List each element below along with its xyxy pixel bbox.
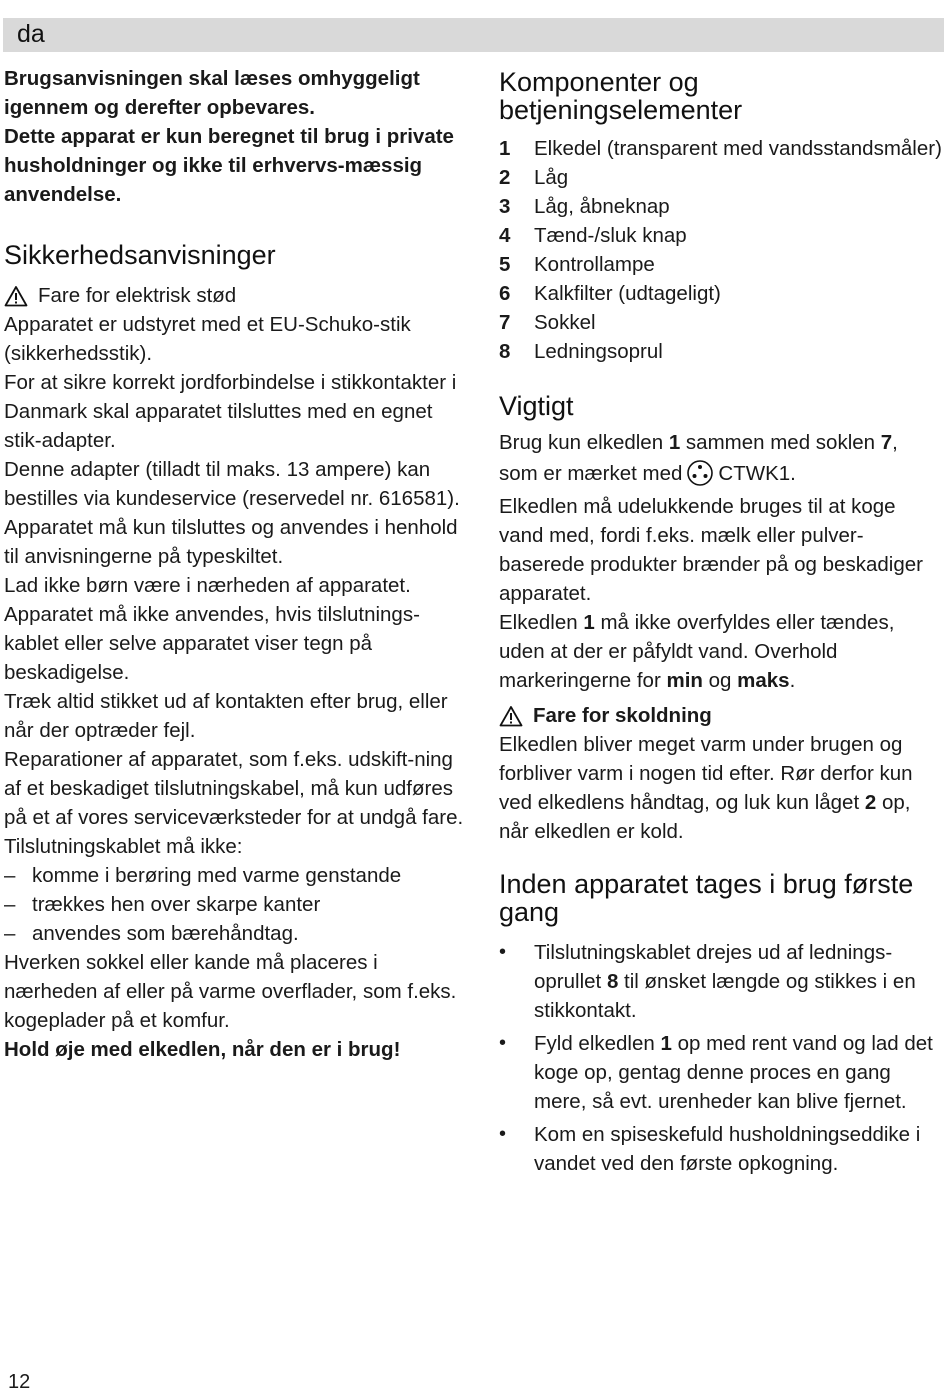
important-paragraph: som er mærket med CTWK1. [499,459,945,490]
item-number: 3 [499,195,511,218]
list-item [499,337,945,366]
list-item: – trækkes hen over skarpe kanter [4,890,474,919]
bullet-icon: • [499,1123,507,1146]
item-label: Sokkel [534,311,596,334]
bullet-icon: • [499,941,507,964]
item-number: 4 [499,224,511,247]
components-heading: Komponenter og betjeningselementer [499,67,743,125]
item-number: 6 [499,282,511,305]
scald-warning-text: Fare for skoldning [533,704,712,728]
important-paragraph: Brug kun elkedlen 1 sammen med soklen 7, [499,431,898,454]
safety-paragraph: Denne adapter (tilladt til maks. 13 ampere) kan bestilles via kundeservice (reservedel nr. 616581). [4,458,460,510]
item-label: Kontrollampe [534,253,655,276]
language-bar [3,18,944,52]
safety-paragraph: Apparatet er udstyret med et EU-Schuko-stik (sikkerhedsstik). [4,313,411,365]
safety-paragraph: Reparationer af apparatet, som f.eks. udskift-ning af et beskadiget tilslutningskabel, må kun udføres på et af vores serviceværksteder for at undgå fare. [4,748,464,829]
item-label: Låg, åbneknap [534,195,670,218]
list-item [499,192,945,221]
safety-paragraph: Hverken sokkel eller kande må placeres i nærheden af eller på varme overflader, som f.eks. kogeplader på et komfur. [4,951,457,1032]
cable-restrictions-list [4,861,474,948]
item-label: Ledningsoprul [534,340,663,363]
first-use-heading: Inden apparatet tages i brug første gang [499,869,914,928]
list-item: – anvendes som bærehåndtag. [4,919,474,948]
safety-paragraph: Apparatet må ikke anvendes, hvis tilslutnings-kablet eller selve apparatet viser tegn på beskadigelse. [4,603,420,684]
item-text: Fyld elkedlen 1 op med rent vand og lad det koge op, gentag denne proces en gang mere, så evt. urenheder kan blive fjernet. [534,1032,933,1114]
language-code: da [17,20,45,48]
list-item [499,279,945,308]
item-text: Kom en spiseskefuld husholdningseddike i vandet ved den første opkogning. [534,1123,921,1176]
item-label: Elkedel (transparent med vandsstandsmåler) [534,137,942,160]
socket-symbol-icon [686,459,714,487]
safety-paragraph: Lad ikke børn være i nærheden af apparatet. [4,574,411,597]
item-number: 2 [499,166,511,189]
first-use-list [499,938,945,1178]
warning-triangle-icon [499,705,523,727]
warning-triangle-icon [4,285,28,307]
components-list [499,134,945,366]
item-number: 8 [499,340,511,363]
list-item [499,1029,945,1116]
electric-warning-text: Fare for elektrisk stød [38,284,237,307]
right-column [499,64,945,1182]
bullet-icon: • [499,1032,507,1055]
important-paragraph: Elkedlen må udelukkende bruges til at koge vand med, fordi f.eks. mælk eller pulver-baserede produkter brænder på og beskadiger apparatet. [499,495,923,606]
list-item [499,250,945,279]
scald-paragraph: Elkedlen bliver meget varm under brugen og forbliver varm i nogen tid efter. Rør derfor kun ved elkedlens håndtag, og luk kun låget 2 op, når elkedlen er kold. [499,733,913,844]
page-number: 12 [8,1371,31,1393]
safety-paragraph: Tilslutningskablet må ikke: [4,835,243,858]
safety-heading: Sikkerhedsanvisninger [4,240,276,270]
list-item [499,134,945,163]
important-heading: Vigtigt [499,391,574,421]
item-number: 5 [499,253,511,276]
item-text: Tilslutningskablet drejes ud af lednings-oprullet 8 til ønsket længde og stikkes i en stikkontakt. [534,941,916,1023]
list-item [499,1120,945,1178]
item-label: Tænd-/sluk knap [534,224,687,247]
left-column [4,64,474,1064]
item-number: 7 [499,311,511,334]
item-number: 1 [499,137,511,160]
final-warning: Hold øje med elkedlen, når den er i brug! [4,1038,401,1061]
electric-warning-heading [4,281,474,310]
list-item [499,221,945,250]
important-paragraph: Elkedlen 1 må ikke overfyldes eller tændes, uden at der er påfyldt vand. Overhold markeringerne for min og maks. [499,611,895,693]
item-label: Låg [534,166,569,189]
scald-warning-heading [499,701,945,730]
list-item: – komme i berøring med varme genstande [4,861,474,890]
intro-paragraph: Brugsanvisningen skal læses omhyggeligt igennem og derefter opbevares. [4,67,420,119]
safety-paragraph: Træk altid stikket ud af kontakten efter brug, eller når der optræder fejl. [4,690,448,742]
safety-paragraph: For at sikre korrekt jordforbindelse i stikkontakter i Danmark skal apparatet tilsluttes med en egnet stik-adapter. [4,371,457,452]
list-item [499,163,945,192]
list-item [499,308,945,337]
intro-paragraph: Dette apparat er kun beregnet til brug i private husholdninger og ikke til erhvervs-mæssig anvendelse. [4,125,454,206]
item-label: Kalkfilter (udtageligt) [534,282,721,305]
list-item [499,938,945,1025]
safety-paragraph: Apparatet må kun tilsluttes og anvendes i henhold til anvisningerne på typeskiltet. [4,516,458,568]
